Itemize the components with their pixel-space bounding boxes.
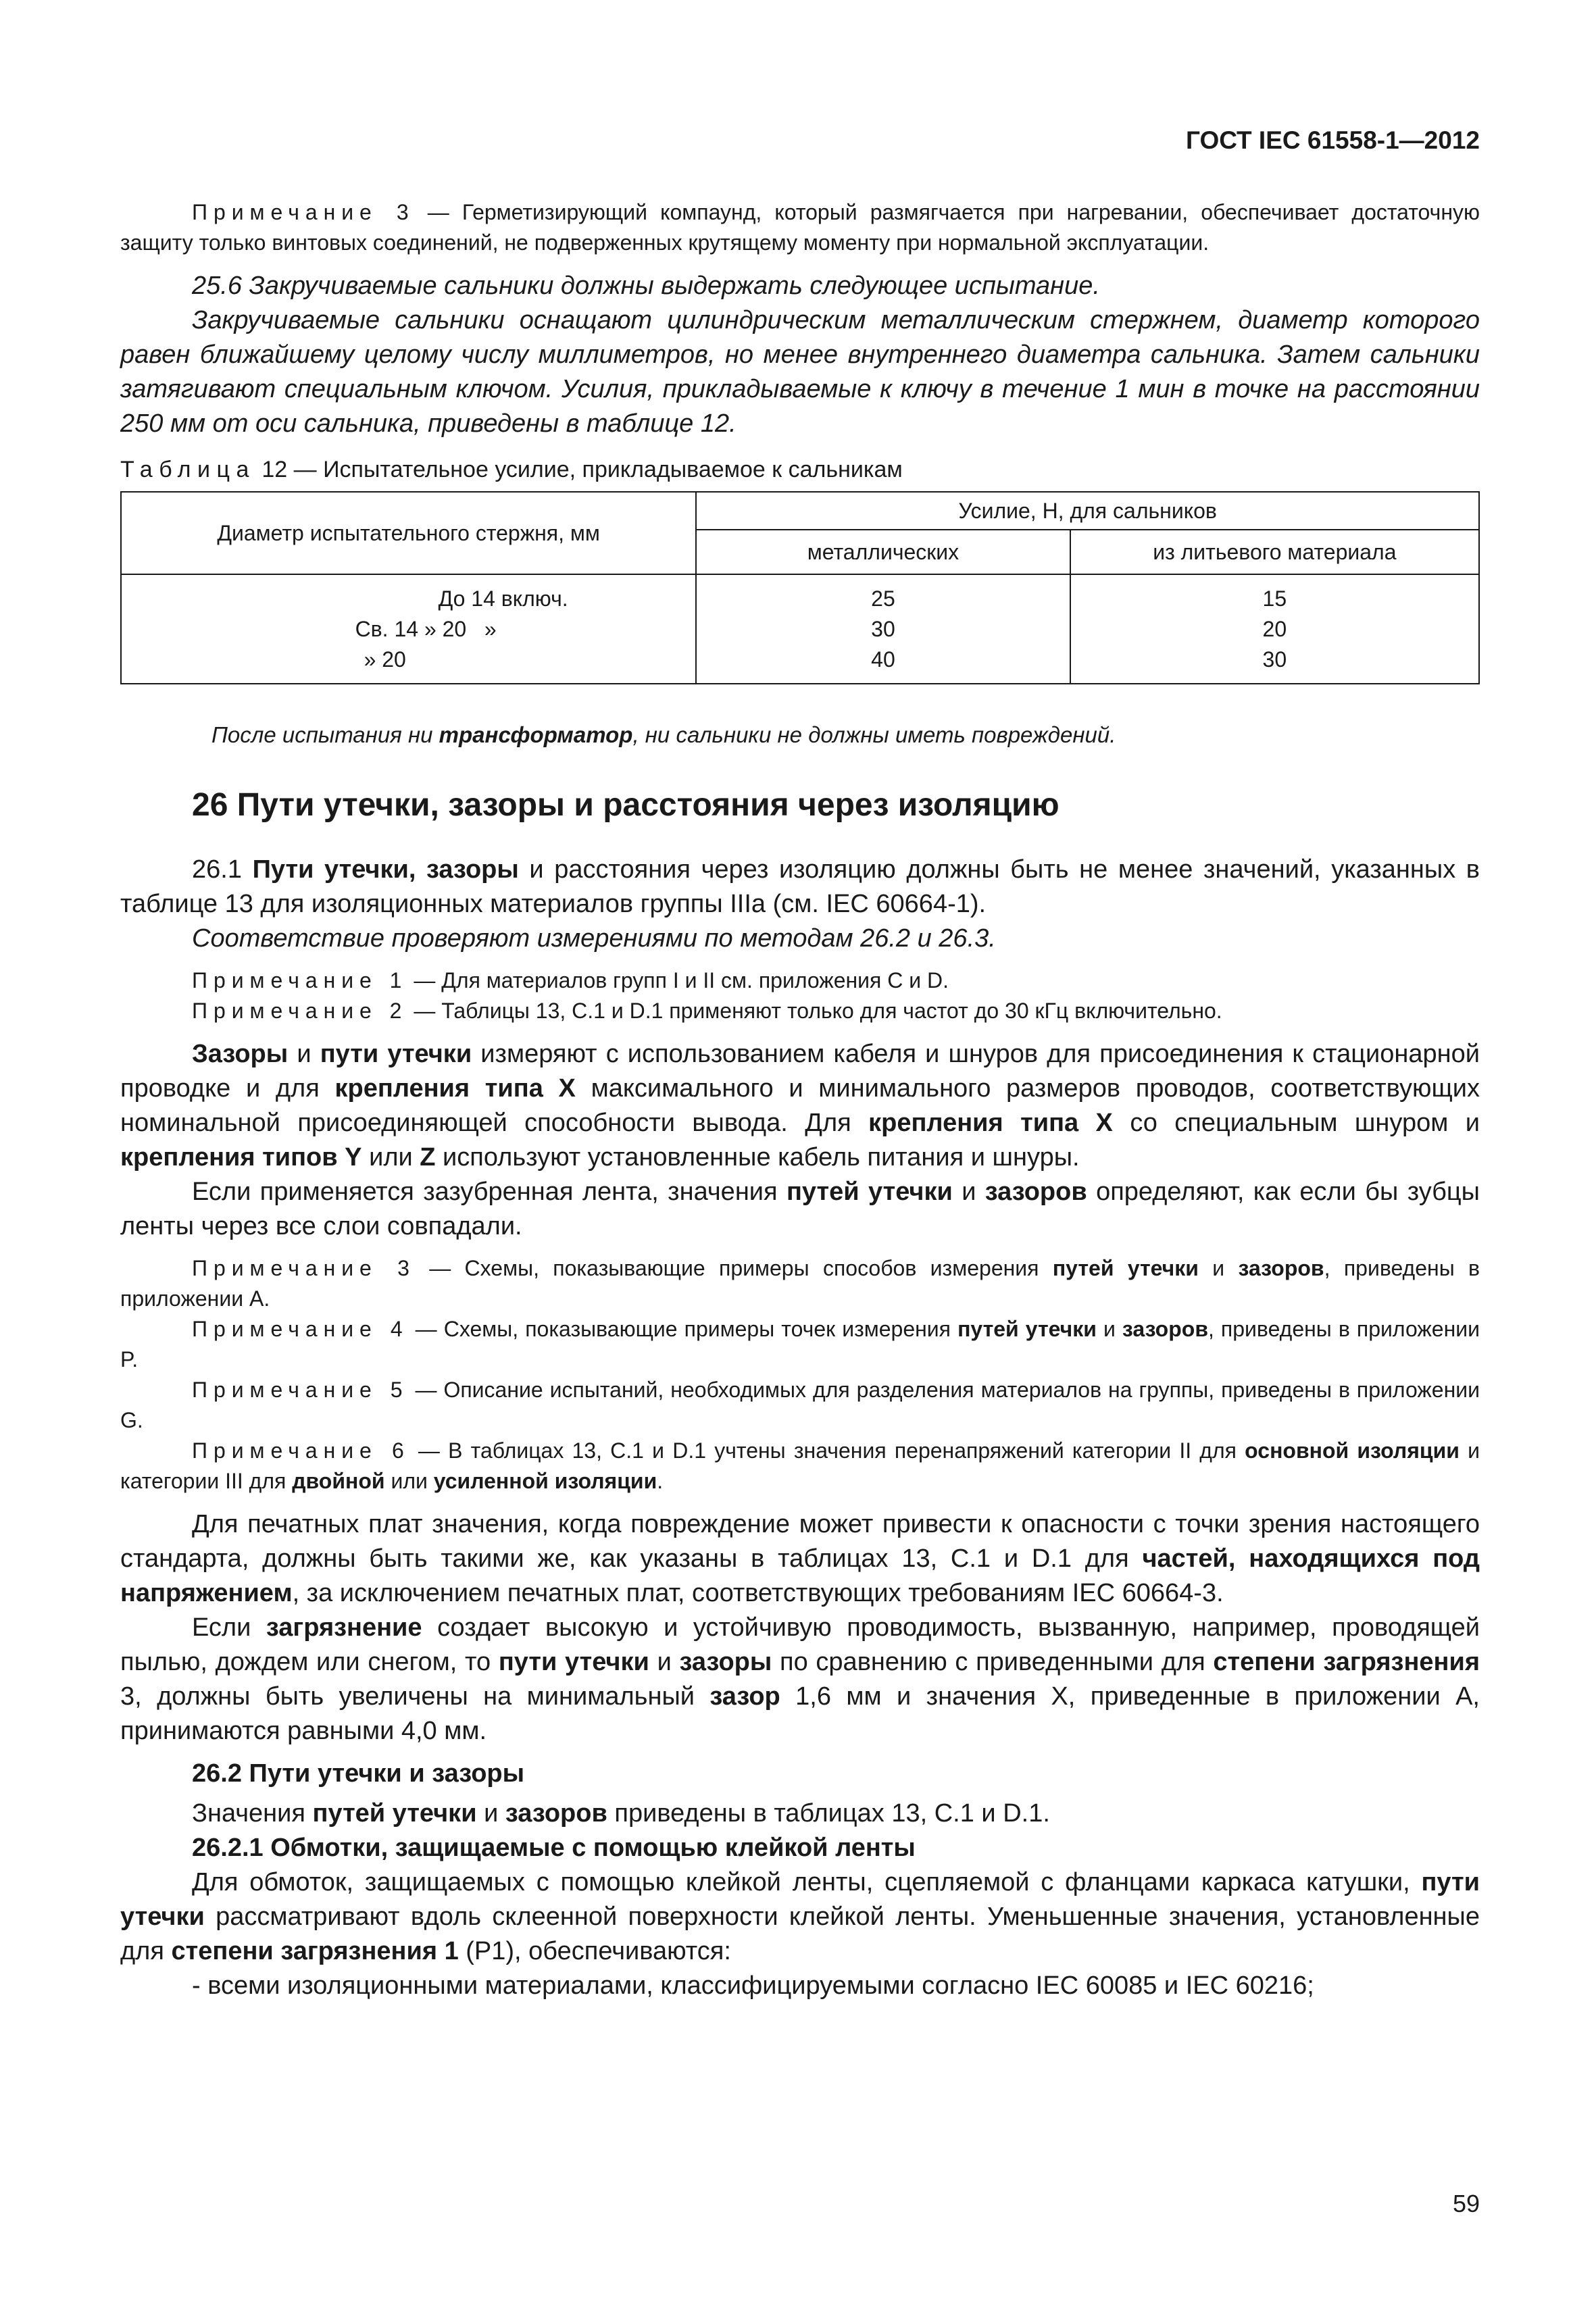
note-text: — Схемы, показывающие примеры точек измерения (408, 1317, 958, 1341)
column-header-cast: из литьевого материала (1070, 530, 1479, 574)
text-run: и (288, 1040, 320, 1068)
table-row-metal: 25 (871, 586, 895, 611)
term: загрязнение (266, 1613, 422, 1642)
term: частей, находящихся под напряжением (120, 1544, 1480, 1607)
term: Пути утечки, зазоры (252, 855, 519, 884)
text-run: максимального и минимального размеров проводов, соответствующих номинальной присоединяющей способности вывода. Для (120, 1074, 1480, 1137)
clause-25-6-heading: 25.6 Закручиваемые сальники должны выдержать следующее испытание. (192, 272, 1100, 300)
text-run: и (476, 1799, 505, 1828)
clause-26-2-1-text (120, 1865, 1480, 1969)
note-label: Примечание 2 (192, 999, 408, 1023)
note-text: — Схемы, показывающие примеры способов измерения (415, 1256, 1053, 1280)
text-run: Для печатных плат значения, когда повреждение может привести к опасности с точки зрения настоящего стандарта, должны быть такими же, как указаны в таблицах 13, C.1 и D.1 для (120, 1510, 1480, 1573)
note-1 (120, 965, 1480, 996)
text-run: по сравнению с приведенными для (772, 1648, 1214, 1676)
text-run: или (361, 1143, 420, 1172)
text-run: со специальным шнуром и (1112, 1109, 1480, 1137)
column-header-force: Усилие, Н, для сальников (696, 492, 1479, 530)
term: зазор (709, 1682, 780, 1711)
cast-cell (1070, 574, 1479, 684)
text-run: 26.1 (192, 855, 253, 884)
paragraph-pcb (120, 1507, 1480, 1611)
note-5 (120, 1375, 1480, 1436)
term: путей утечки (312, 1799, 477, 1828)
text-run: создает высокую и устойчивую проводимость, вызванную, например, проводящей пылью, дождем или снегом, то (120, 1613, 1480, 1676)
note-4 (120, 1314, 1480, 1375)
term: степени загрязнения 1 (171, 1937, 459, 1965)
paragraph-pollution (120, 1611, 1480, 1749)
text-run: измеряют с использованием кабеля и шнуров для присоединения к стационарной проводке и для (120, 1040, 1480, 1103)
paragraph-serrated-tape (120, 1175, 1480, 1244)
note-label: Примечание 5 (192, 1378, 409, 1402)
text-run: и (649, 1648, 680, 1676)
note-text: и категории III для (120, 1438, 1480, 1493)
term: крепления типа X (334, 1074, 576, 1103)
paragraph-clearances (120, 1037, 1480, 1175)
note-label: Примечание 3 (192, 200, 415, 224)
note-text: , приведены в приложении P. (120, 1317, 1480, 1372)
text-run: Для обмоток, защищаемых с помощью клейкой ленты, сцепляемой с фланцами каркаса катушки, (192, 1868, 1422, 1896)
page-number: 59 (1452, 2190, 1480, 2217)
term: зазоров (1238, 1256, 1324, 1280)
table-12 (120, 491, 1480, 684)
compliance-statement: Соответствие проверяют измерениями по методам 26.2 и 26.3. (192, 924, 996, 953)
term: путей утечки (1052, 1256, 1199, 1280)
text-run: (P1), обеспечиваются: (458, 1937, 731, 1965)
note-label: Примечание 4 (192, 1317, 409, 1341)
term: зазоров (505, 1799, 607, 1828)
text-run: Если (192, 1613, 266, 1642)
caption-text: 12 — Испытательное усилие, прикладываемое к сальникам (255, 457, 903, 482)
text-run: приведены в таблицах 13, C.1 и D.1. (607, 1799, 1050, 1828)
list-item: - всеми изоляционными материалами, классифицируемыми согласно IEC 60085 и IEC 60216; (192, 1971, 1314, 2000)
term: пути утечки (320, 1040, 472, 1068)
note-text: , приведены в приложении A. (120, 1256, 1480, 1311)
term: крепления типа X (868, 1109, 1113, 1137)
diameter-cell (121, 574, 696, 684)
table-row-metal: 40 (871, 647, 895, 672)
note-text: и (1198, 1256, 1239, 1280)
note-sealing-compound (120, 197, 1480, 258)
caption-label: Таблица (120, 457, 255, 482)
term: зазоры (679, 1648, 772, 1676)
note-text: — Описание испытаний, необходимых для разделения материалов на группы, приведены в приложении G. (120, 1378, 1480, 1432)
note-text: — В таблицах 13, C.1 и D.1 учтены значения перенапряжений категории II для (409, 1438, 1245, 1463)
note-3 (120, 1253, 1480, 1314)
text-run: Если применяется зазубренная лента, значения (192, 1178, 787, 1206)
text-run: и расстояния через изоляцию должны быть не менее значений, указанных в таблице 13 для изоляционных материалов группы IIIa (см. IEC 60664-1). (120, 855, 1480, 918)
text-run: После испытания ни (211, 722, 439, 747)
clause-26-2-text (120, 1796, 1480, 1831)
term: Z (420, 1143, 436, 1172)
note-text: — Для материалов групп I и II см. приложения C и D. (407, 968, 949, 992)
note-label: Примечание 3 (192, 1256, 416, 1280)
term: Зазоры (192, 1040, 289, 1068)
note-text: или (384, 1469, 434, 1493)
table-row-cast: 20 (1262, 616, 1287, 641)
section-26-title: 26 Пути утечки, зазоры и расстояния через изоляцию (192, 787, 1059, 823)
term: степени загрязнения (1213, 1648, 1480, 1676)
text-run: определяют, как если бы зубцы ленты через все слои совпадали. (120, 1178, 1480, 1240)
term: зазоров (984, 1178, 1087, 1206)
term: путей утечки (786, 1178, 953, 1206)
document-body (120, 197, 1480, 2003)
term: крепления типов Y (120, 1143, 362, 1172)
note-2 (120, 996, 1480, 1026)
text-run: , ни сальники не должны иметь повреждений. (632, 722, 1116, 747)
text-run: 3, должны быть увеличены на минимальный (120, 1682, 710, 1711)
text-run: рассматривают вдоль склеенной поверхности клейкой ленты. Уменьшенные значения, установленные для (120, 1903, 1480, 1965)
term-transformer: трансформатор (439, 722, 633, 747)
text-run: Значения (192, 1799, 313, 1828)
metal-cell (696, 574, 1070, 684)
clause-26-2-1-heading: 26.2.1 Обмотки, защищаемые с помощью клейкой ленты (192, 1834, 916, 1862)
note-label: Примечание 6 (192, 1438, 410, 1463)
clause-25-6-text: Закручиваемые сальники оснащают цилиндрическим металлическим стержнем, диаметр которого равен ближайшему целому числу миллиметров, но менее внутреннего диаметра сальника. Затем сальники затягивают специальным ключом. Усилия, прикладываемые к ключу в течение 1 мин в точке на расстоянии 250 мм от оси сальника, приведены в таблице 12. (120, 306, 1480, 438)
table-row-diameter: До 14 включ. (438, 586, 568, 611)
clause-26-2-heading: 26.2 Пути утечки и зазоры (192, 1759, 525, 1788)
table-row-cast: 15 (1262, 586, 1287, 611)
term: путей утечки (957, 1317, 1097, 1341)
column-header-metal: металлических (696, 530, 1070, 574)
text-run: используют установленные кабель питания и шнуры. (435, 1143, 1080, 1172)
table-row-metal: 30 (871, 616, 895, 641)
note-label: Примечание 1 (192, 968, 408, 992)
after-test-note (120, 720, 1480, 750)
term: основной изоляции (1245, 1438, 1460, 1463)
term: пути утечки (498, 1648, 649, 1676)
note-text: . (657, 1469, 664, 1493)
text-run: , за исключением печатных плат, соответствующих требованиям IEC 60664-3. (292, 1579, 1224, 1607)
note-text: и (1096, 1317, 1122, 1341)
note-text: — Герметизирующий компаунд, который размягчается при нагревании, обеспечивает достаточную защиту только винтовых соединений, не подверженных крутящему моменту при нормальной эксплуатации. (120, 200, 1480, 255)
term: пути утечки (120, 1868, 1480, 1931)
note-6 (120, 1436, 1480, 1496)
text-run: и (952, 1178, 985, 1206)
clause-26-1 (120, 853, 1480, 922)
note-text: — Таблицы 13, C.1 и D.1 применяют только для частот до 30 кГц включительно. (407, 999, 1222, 1023)
table-12-caption (120, 455, 1480, 484)
term: двойной (292, 1469, 385, 1493)
column-header-diameter: Диаметр испытательного стержня, мм (121, 492, 696, 574)
document-code: ГОСТ IEC 61558-1—2012 (1185, 126, 1480, 154)
table-row-cast: 30 (1262, 647, 1287, 672)
term: зазоров (1122, 1317, 1208, 1341)
table-row-diameter: » 20 (364, 647, 406, 672)
table-row-diameter: Св. 14 » 20 » (355, 616, 497, 641)
term: усиленной изоляции (433, 1469, 657, 1493)
text-run: 1,6 мм и значения X, приведенные в приложении A, принимаются равными 4,0 мм. (120, 1682, 1480, 1745)
